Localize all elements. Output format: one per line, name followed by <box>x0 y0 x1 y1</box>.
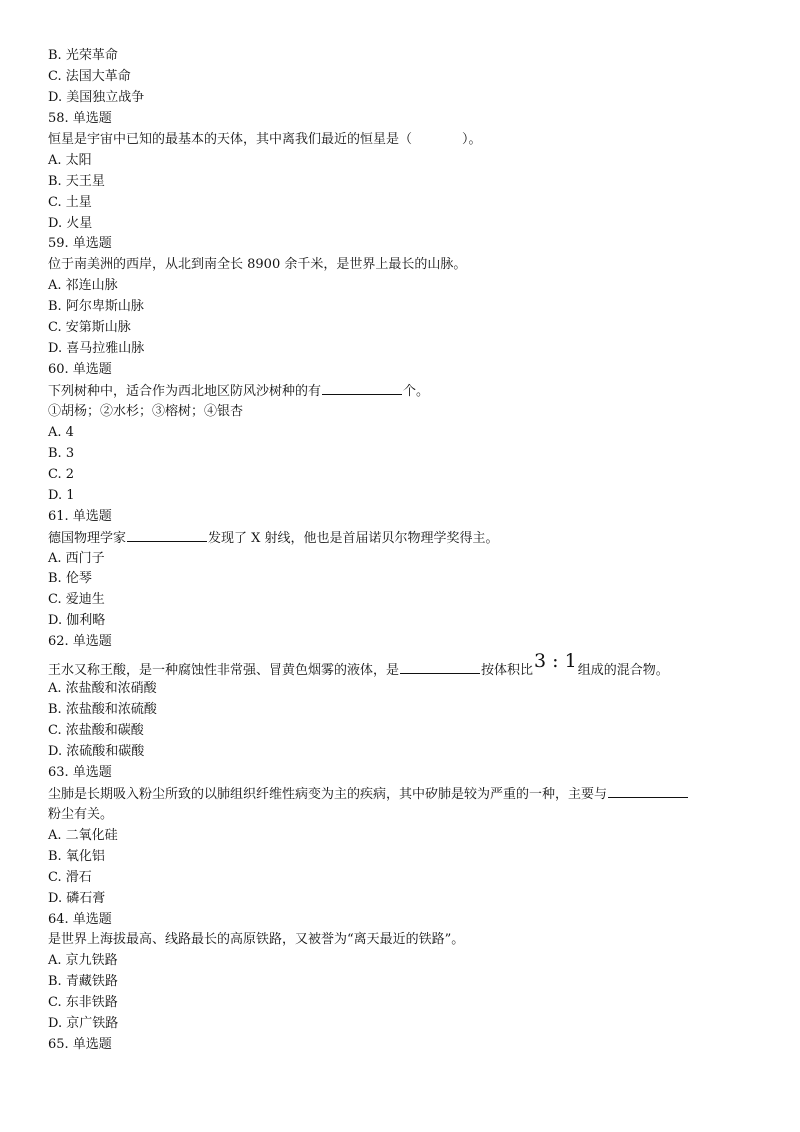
question-62-stem-after: 组成的混合物。 <box>577 663 669 679</box>
question-61-option-d: D. 伽利略 <box>48 613 106 629</box>
question-61-option-b: B. 伦琴 <box>48 571 92 587</box>
question-64-option-b: B. 青藏铁路 <box>48 974 118 990</box>
question-61-stem-before: 德国物理学家 <box>48 530 127 546</box>
answer-blank <box>322 381 402 395</box>
question-59-stem: 位于南美洲的西岸，从北到南全长 8900 余千米，是世界上最长的山脉。 <box>48 257 467 273</box>
question-65-number: 65. 单选题 <box>48 1037 112 1053</box>
question-62-stem <box>48 650 748 679</box>
question-60-option-c: C. 2 <box>48 466 75 482</box>
question-59-option-b: B. 阿尔卑斯山脉 <box>48 299 144 315</box>
question-64-option-a: A. 京九铁路 <box>48 953 118 969</box>
question-63-option-b: B. 氧化铝 <box>48 848 105 864</box>
question-60-option-b: B. 3 <box>48 445 75 461</box>
question-60-stem <box>48 381 748 402</box>
question-59-option-d: D. 喜马拉雅山脉 <box>48 341 145 357</box>
question-60-number: 60. 单选题 <box>48 362 112 378</box>
question-61-option-a: A. 西门子 <box>48 550 105 566</box>
answer-blank <box>400 660 480 674</box>
question-60-sub: ①胡杨；②水杉；③榕树；④银杏 <box>48 403 244 419</box>
option-c-prev: C. 法国大革命 <box>48 68 131 84</box>
option-d-prev: D. 美国独立战争 <box>48 89 145 105</box>
question-60-option-d: D. 1 <box>48 487 75 503</box>
question-63-option-c: C. 滑石 <box>48 869 92 885</box>
document-page <box>48 46 748 1056</box>
question-60-stem-after: 个。 <box>403 384 430 399</box>
question-63-stem-before: 尘肺是长期吸入粉尘所致的以肺组织纤维性病变为主的疾病，其中矽肺是较为严重的一种，主要与 <box>48 786 608 802</box>
question-62-number: 62. 单选题 <box>48 634 112 650</box>
option-b-prev: B. 光荣革命 <box>48 48 118 63</box>
question-63-stem-after: 粉尘有关。 <box>48 806 114 822</box>
answer-blank <box>608 784 688 798</box>
question-61-option-c: C. 爱迪生 <box>48 592 105 608</box>
answer-blank <box>413 130 461 143</box>
ratio-formula: 3 : 1 <box>534 650 577 673</box>
question-58-option-c: C. 土星 <box>48 194 92 210</box>
question-63-stem <box>48 784 748 805</box>
question-64-stem: 是世界上海拔最高、线路最长的高原铁路，又被誉为“离天最近的铁路”。 <box>48 932 465 948</box>
question-62-stem-before: 王水又称王酸，是一种腐蚀性非常强、冒黄色烟雾的液体，是 <box>48 663 400 679</box>
question-60-stem-before: 下列树种中，适合作为西北地区防风沙树种的有 <box>48 384 322 399</box>
question-63-option-d: D. 磷石膏 <box>48 890 106 906</box>
question-58-number: 58. 单选题 <box>48 110 112 126</box>
question-64-option-d: D. 京广铁路 <box>48 1016 119 1032</box>
question-64-number: 64. 单选题 <box>48 911 112 927</box>
question-58-stem <box>48 130 748 151</box>
question-59-option-a: A. 祁连山脉 <box>48 278 118 294</box>
question-62-option-c: C. 浓盐酸和碳酸 <box>48 723 144 739</box>
question-62-stem-mid: 按体积比 <box>481 663 534 679</box>
answer-blank <box>127 528 207 542</box>
question-62-option-a: A. 浓盐酸和浓硝酸 <box>48 681 157 697</box>
question-58-option-d: D. 火星 <box>48 215 93 231</box>
question-62-option-b: B. 浓盐酸和浓硫酸 <box>48 702 157 718</box>
question-61-stem <box>48 528 748 549</box>
question-63-number: 63. 单选题 <box>48 764 112 780</box>
question-58-option-b: B. 天王星 <box>48 173 105 189</box>
question-58-option-a: A. 太阳 <box>48 152 92 168</box>
question-59-number: 59. 单选题 <box>48 236 112 252</box>
question-64-option-c: C. 东非铁路 <box>48 995 118 1011</box>
question-58-stem-before: 恒星是宇宙中已知的最基本的天体，其中离我们最近的恒星是（ <box>48 131 413 147</box>
question-62-option-d: D. 浓硫酸和碳酸 <box>48 744 145 759</box>
question-63-option-a: A. 二氧化硅 <box>48 827 118 843</box>
question-61-number: 61. 单选题 <box>48 508 112 524</box>
question-60-option-a: A. 4 <box>48 424 74 440</box>
question-59-option-c: C. 安第斯山脉 <box>48 320 131 336</box>
question-58-stem-after: ）。 <box>462 131 482 147</box>
question-61-stem-after: 发现了 X 射线，他也是首届诺贝尔物理学奖得主。 <box>208 530 499 546</box>
